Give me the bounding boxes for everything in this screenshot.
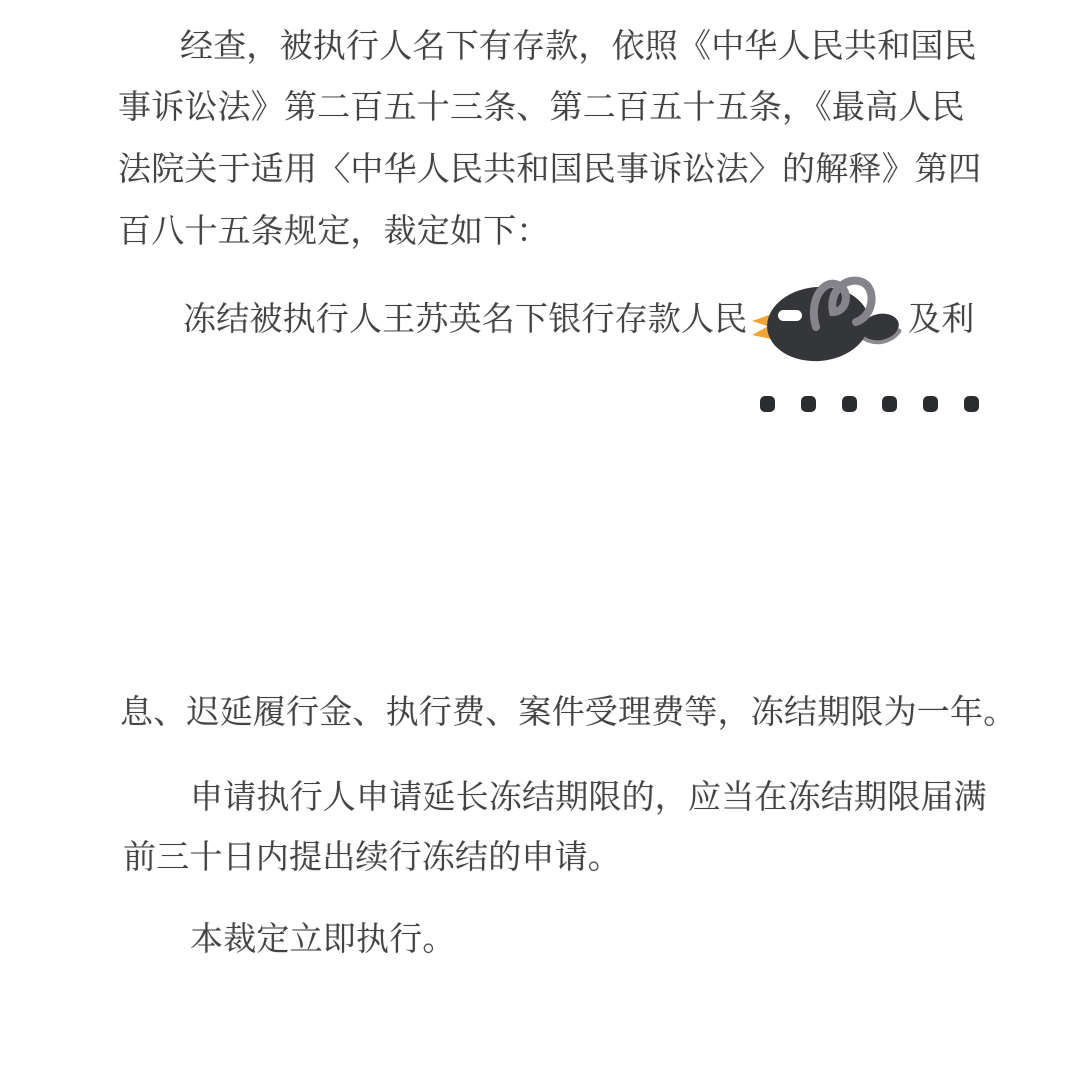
ruling-paragraph1-line2: 事诉讼法》第二百五十三条、第二百五十五条，《最高人民	[118, 90, 965, 126]
bird-sticker	[748, 272, 908, 367]
bird-sticker-icon	[748, 272, 908, 367]
redaction-dot	[760, 396, 775, 412]
ruling-paragraph3-line2: 前三十日内提出续行冻结的申请。	[123, 840, 621, 876]
redaction-dot	[801, 396, 816, 412]
ruling-paragraph1-line1: 经查，被执行人名下有存款，依照《中华人民共和国民	[180, 29, 977, 65]
ruling-paragraph4-line1: 本裁定立即执行。	[190, 922, 456, 958]
bird-eye-icon	[778, 310, 802, 321]
ruling-paragraph1-line3: 法院关于适用〈中华人民共和国民事诉讼法〉的解释》第四	[118, 152, 982, 188]
ruling-paragraph3-line1: 申请执行人申请延长冻结期限的，应当在冻结期限届满	[190, 780, 987, 816]
ruling-paragraph2-before-redaction: 冻结被执行人王苏英名下银行存款人民	[183, 302, 748, 338]
redaction-dot	[964, 396, 979, 412]
ruling-paragraph2-after-redaction: 及利	[908, 302, 975, 338]
redaction-dot	[882, 396, 897, 412]
ruling-paragraph1-line4: 百八十五条规定，裁定如下：	[118, 214, 550, 250]
redaction-dot	[842, 396, 857, 412]
ruling-paragraph2-continuation: 息、迟延履行金、执行费、案件受理费等，冻结期限为一年。	[120, 695, 1017, 731]
redaction-dot	[923, 396, 938, 412]
redaction-dots	[760, 396, 979, 412]
